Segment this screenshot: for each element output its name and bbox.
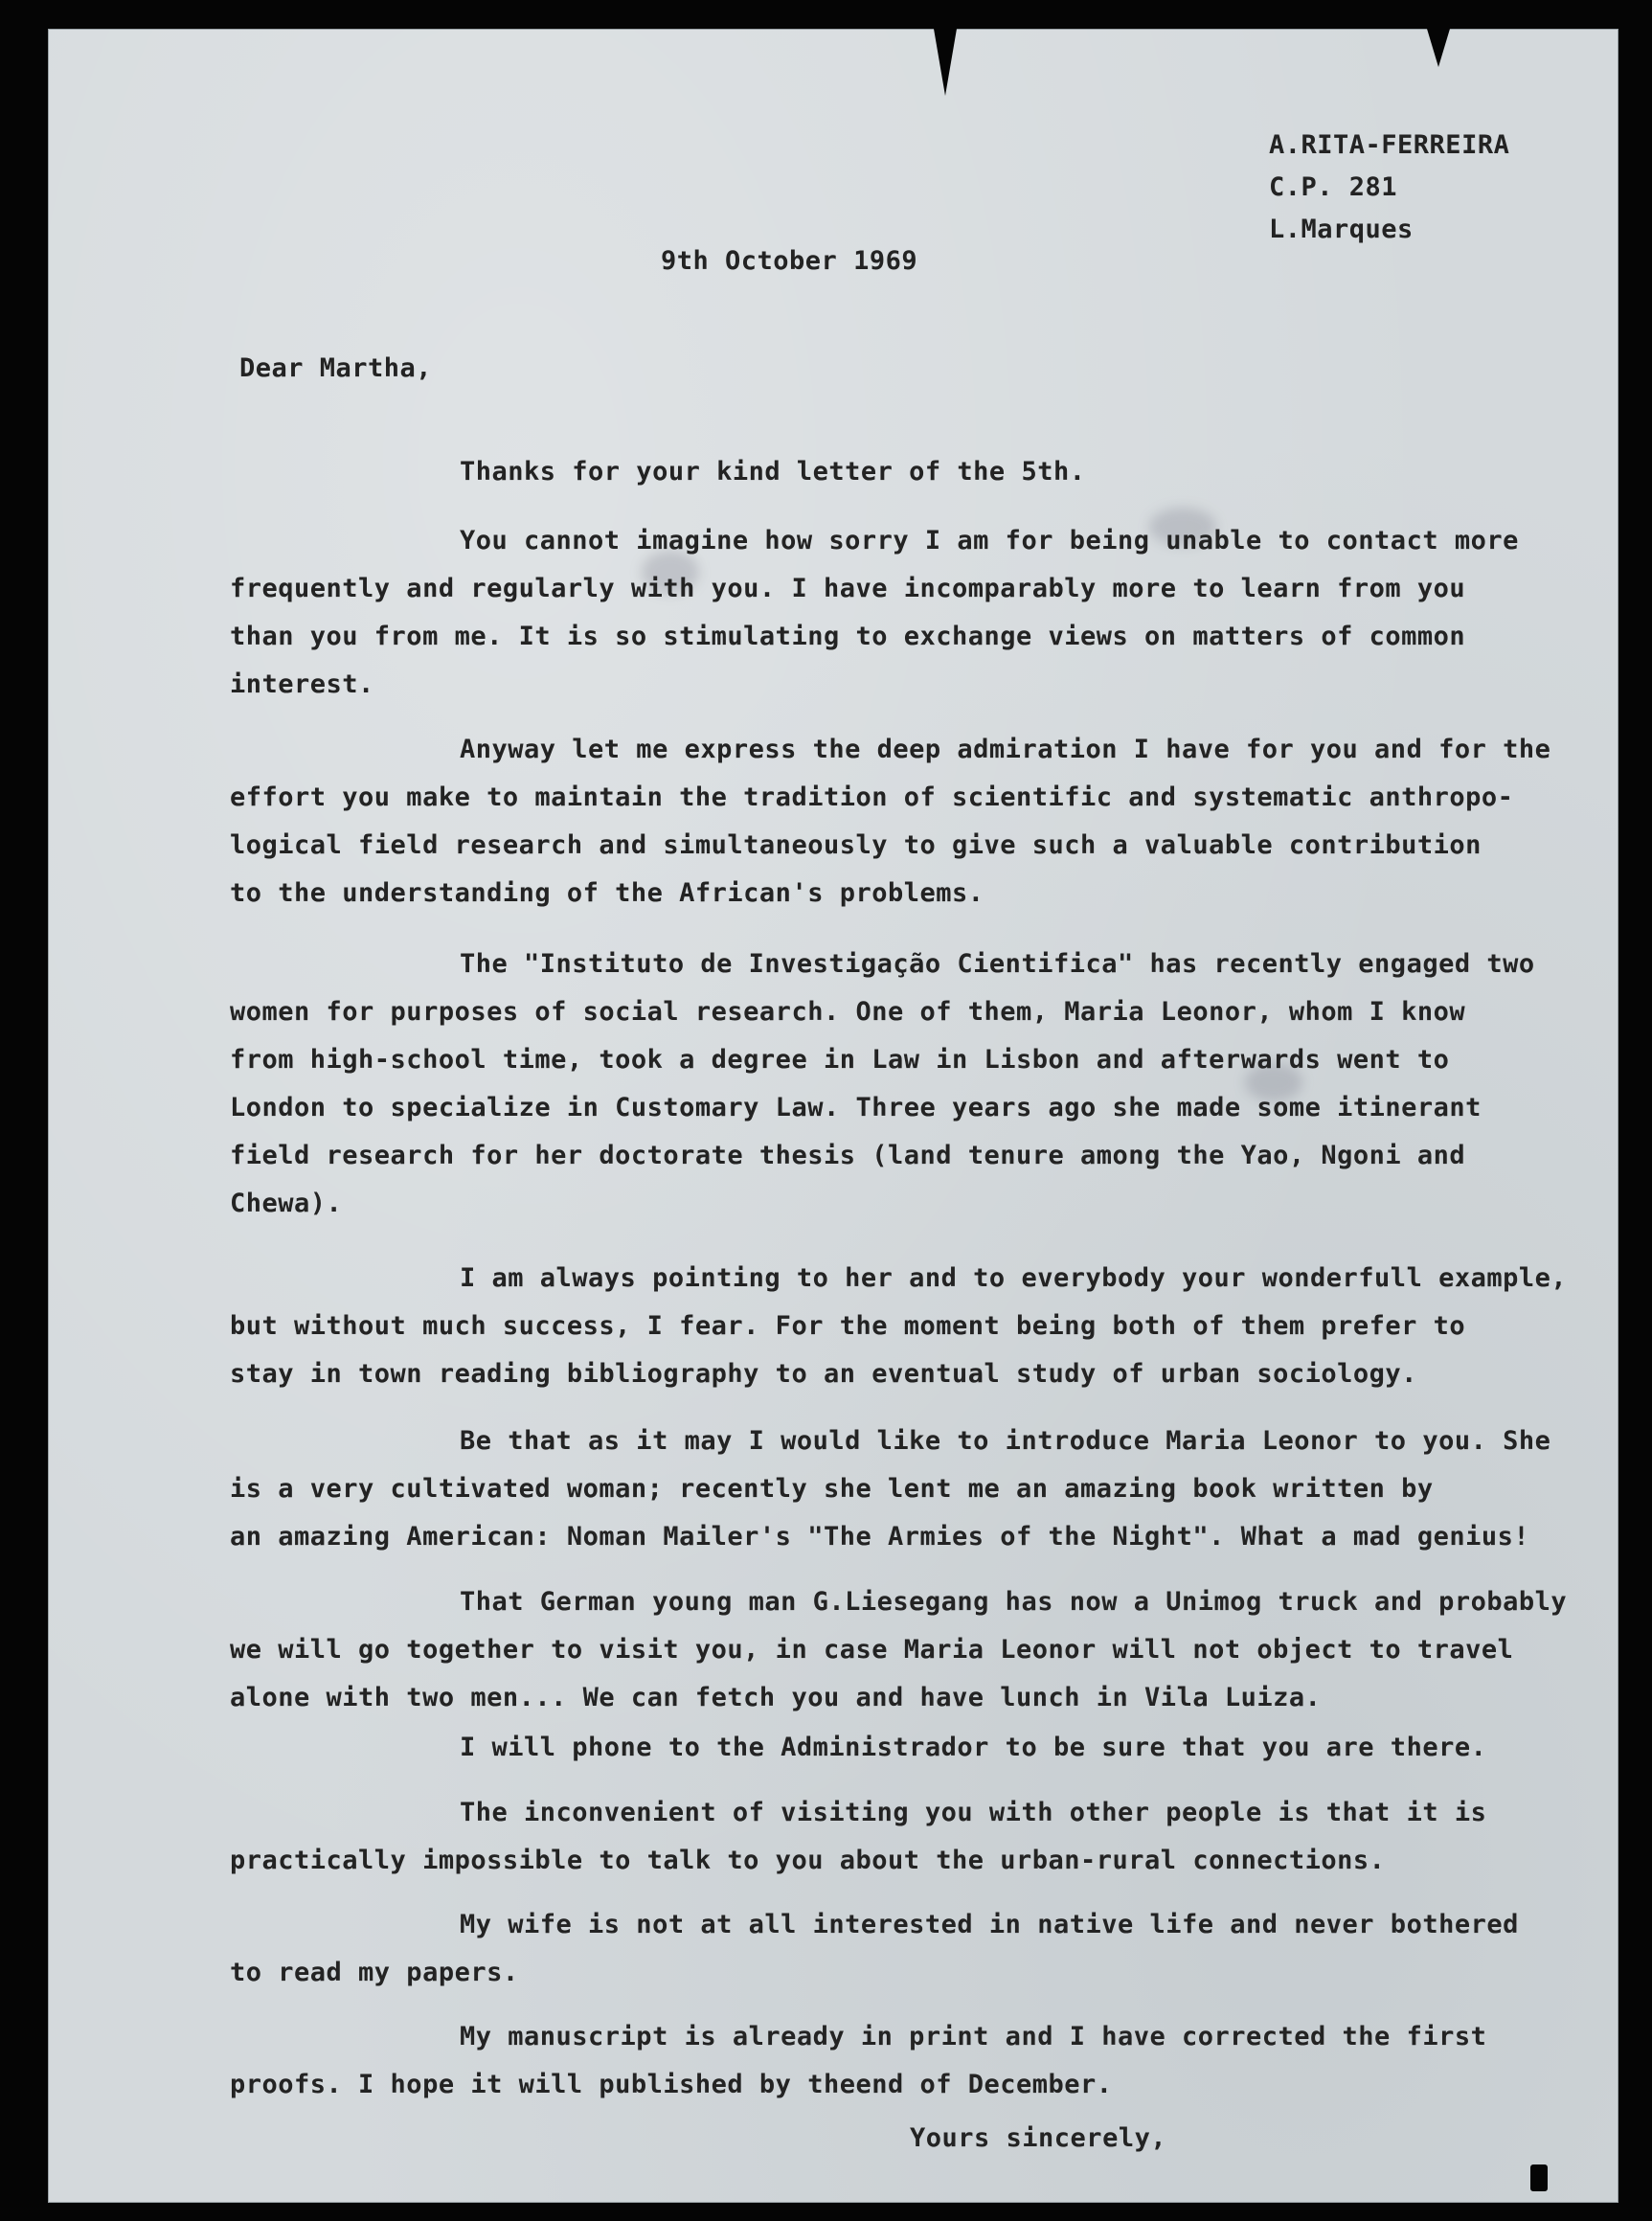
paragraph-line: The inconvenient of visiting you with other people is that it is xyxy=(460,1798,1487,1827)
paragraph-line: Chewa). xyxy=(230,1189,343,1218)
paragraph-line: than you from me. It is so stimulating to exchange views on matters of common xyxy=(230,622,1466,651)
paragraph-line: from high-school time, took a degree in Law in Lisbon and afterwards went to xyxy=(230,1045,1450,1075)
paragraph-line: is a very cultivated woman; recently she lent me an amazing book written by xyxy=(230,1474,1434,1504)
paragraph-line: interest. xyxy=(230,669,374,699)
paragraph-line: Anyway let me express the deep admiration I have for you and for the xyxy=(460,735,1551,764)
paragraph-line: practically impossible to talk to you about the urban-rural connections. xyxy=(230,1846,1386,1875)
paragraph xyxy=(230,1417,1628,1561)
paragraph xyxy=(230,2013,1628,2109)
paragraph-line: My wife is not at all interested in native life and never bothered xyxy=(460,1910,1519,1939)
paragraph-line: but without much success, I fear. For the moment being both of them prefer to xyxy=(230,1311,1466,1341)
paragraph-line: proofs. I hope it will published by theend of December. xyxy=(230,2070,1113,2099)
paragraph-line: field research for her doctorate thesis (land tenure among the Yao, Ngoni and xyxy=(230,1141,1466,1170)
closing: Yours sincerely, xyxy=(910,2123,1167,2153)
paragraph-line: an amazing American: Noman Mailer's "The Armies of the Night". What a mad genius! xyxy=(230,1522,1530,1552)
paragraph-line: Be that as it may I would like to introduce Maria Leonor to you. She xyxy=(460,1426,1551,1456)
paragraph-line: we will go together to visit you, in case Maria Leonor will not object to travel xyxy=(230,1635,1514,1665)
paragraph-line: I am always pointing to her and to everybody your wonderfull example, xyxy=(460,1263,1568,1293)
salutation: Dear Martha, xyxy=(239,353,433,383)
paragraph xyxy=(230,517,1628,709)
paragraph xyxy=(230,941,1628,1228)
paper-notch xyxy=(1530,2164,1548,2191)
sender-name: A.RITA-FERREIRA xyxy=(1269,130,1510,160)
paragraph-line: That German young man G.Liesegang has now a Unimog truck and probably xyxy=(460,1587,1568,1617)
letter-date: 9th October 1969 xyxy=(661,246,918,276)
paragraph-line: You cannot imagine how sorry I am for being unable to contact more xyxy=(460,526,1519,555)
paper-tear xyxy=(934,29,957,96)
paragraph xyxy=(230,1578,1628,1722)
paragraph-line: frequently and regularly with you. I have incomparably more to learn from you xyxy=(230,574,1466,603)
paragraph xyxy=(230,1789,1628,1885)
paragraph-line: alone with two men... We can fetch you and have lunch in Vila Luiza. xyxy=(230,1683,1322,1712)
paragraph-line: to the understanding of the African's problems. xyxy=(230,878,984,908)
paragraph-line: I will phone to the Administrador to be sure that you are there. xyxy=(460,1733,1487,1762)
sender-address xyxy=(1269,125,1509,251)
letter-page xyxy=(48,29,1618,2203)
paragraph-line: Thanks for your kind letter of the 5th. xyxy=(460,457,1086,487)
paragraph xyxy=(230,448,1628,496)
paragraph-line: logical field research and simultaneously to give such a valuable contribution xyxy=(230,830,1482,860)
paragraph-line: effort you make to maintain the tradition of scientific and systematic anthropo- xyxy=(230,782,1514,812)
paragraph-line: London to specialize in Customary Law. Three years ago she made some itinerant xyxy=(230,1093,1482,1122)
paragraph-line: My manuscript is already in print and I have corrected the first xyxy=(460,2022,1487,2051)
paragraph xyxy=(230,1255,1628,1398)
paragraph-line: The "Instituto de Investigação Cientifica" has recently engaged two xyxy=(460,949,1535,979)
paragraph-line: stay in town reading bibliography to an eventual study of urban sociology. xyxy=(230,1359,1417,1389)
paper-tear xyxy=(1427,29,1450,67)
paragraph-line: women for purposes of social research. One of them, Maria Leonor, whom I know xyxy=(230,997,1466,1027)
paragraph-line: to read my papers. xyxy=(230,1958,519,1987)
sender-po-box: C.P. 281 xyxy=(1269,172,1398,202)
paragraph xyxy=(230,1724,1628,1772)
paragraph xyxy=(230,1901,1628,1997)
sender-city: L.Marques xyxy=(1269,215,1414,244)
paragraph xyxy=(230,726,1628,918)
